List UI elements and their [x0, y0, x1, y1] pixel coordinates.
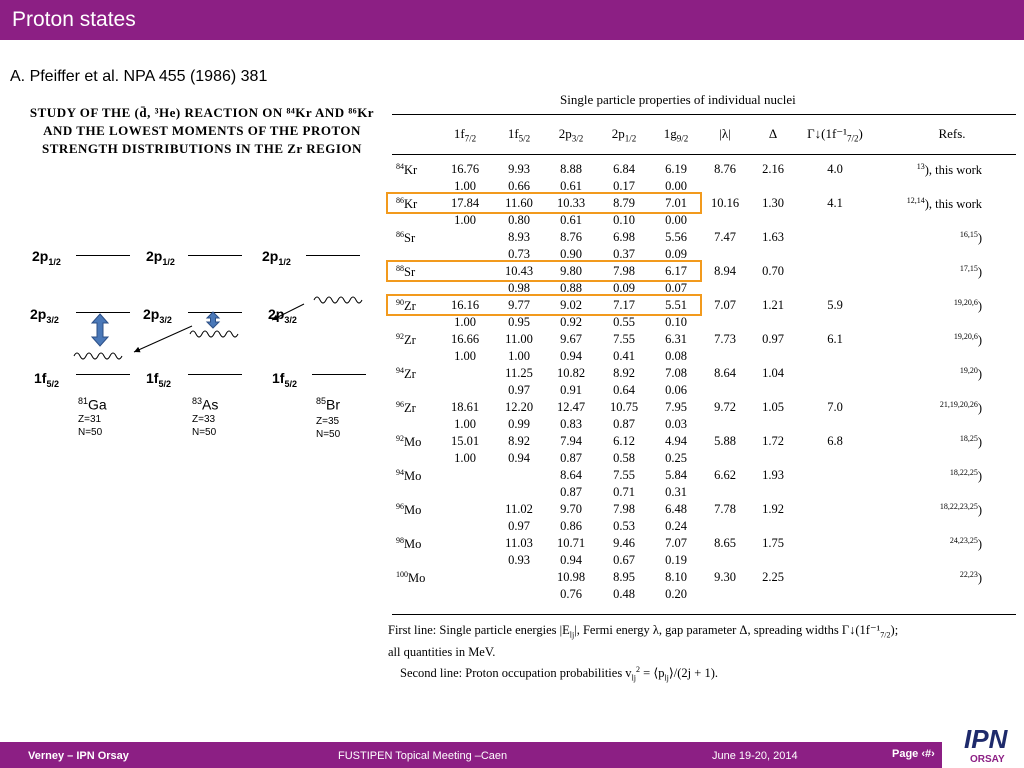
- table-title: Single particle properties of individual nuclei: [560, 92, 796, 107]
- table-row: [392, 468, 1016, 485]
- table-cell: 0.76: [560, 587, 582, 601]
- table-cell: 0.95: [508, 315, 530, 329]
- table-cell: 1.93: [762, 468, 784, 482]
- refs-cell: $^{24,23,25}$): [949, 536, 982, 552]
- logo-text: IPN: [964, 724, 1008, 754]
- refs-cell: $^{19,20}$): [959, 366, 982, 382]
- table-cell: 8.92: [508, 434, 530, 448]
- table-cell: 10.82: [556, 366, 586, 380]
- table-row: [392, 383, 1016, 400]
- ipn-logo: [942, 716, 1024, 768]
- table-cell: 6.17: [665, 264, 687, 278]
- table-cell: 7.07: [665, 536, 687, 550]
- level-label: $2p_{1/2}$: [262, 248, 291, 267]
- table-row: [392, 315, 1016, 332]
- table-cell: 6.48: [665, 502, 687, 516]
- nucleus-cell: $^{96}$Zr: [396, 400, 416, 416]
- table-cell: 1.00: [508, 349, 530, 363]
- table-rule: [392, 114, 1016, 115]
- table-cell: 0.94: [560, 349, 582, 363]
- table-cell: 0.99: [508, 417, 530, 431]
- table-cell: 1.21: [762, 298, 784, 312]
- nucleus-cell: $^{92}$Zr: [396, 332, 416, 348]
- footer-date: June 19-20, 2014: [712, 750, 798, 762]
- table-cell: 11.03: [505, 536, 533, 550]
- table-cell: 0.66: [508, 179, 530, 193]
- table-cell: 9.02: [560, 298, 582, 312]
- table-cell: 6.62: [714, 468, 736, 482]
- table-cell: 7.95: [665, 400, 687, 414]
- table-row: [392, 536, 1016, 553]
- table-cell: 7.07: [714, 298, 736, 312]
- refs-cell: $^{18,22,23,25}$): [939, 502, 982, 518]
- col-header: $1f_{7/2}$: [453, 126, 477, 144]
- table-cell: 4.94: [665, 434, 687, 448]
- table-cell: 0.94: [560, 553, 582, 567]
- refs-cell: $^{18,22,25}$): [949, 468, 982, 484]
- table-cell: 0.25: [665, 451, 687, 465]
- table-cell: 7.73: [714, 332, 736, 346]
- logo-subtext: ORSAY: [970, 754, 1005, 765]
- table-cell: 9.93: [508, 162, 530, 176]
- table-cell: 7.78: [714, 502, 736, 516]
- table-cell: 15.01: [450, 434, 480, 448]
- nucleus-label: $^{85}$Br: [316, 396, 341, 413]
- table-cell: 6.19: [665, 162, 687, 176]
- table-cell: 6.8: [827, 434, 843, 448]
- nucleus-cell: $^{100}$Mo: [396, 570, 426, 586]
- table-cell: 6.31: [665, 332, 687, 346]
- table-row: [392, 519, 1016, 536]
- table-cell: 0.17: [613, 179, 635, 193]
- table-cell: 0.83: [560, 417, 582, 431]
- table-cell: 8.76: [714, 162, 736, 176]
- col-header: Refs.: [938, 126, 966, 141]
- table-cell: 6.12: [613, 434, 635, 448]
- col-header: $2p_{1/2}$: [611, 126, 637, 144]
- table-cell: 0.80: [508, 213, 530, 227]
- table-cell: 16.66: [450, 332, 480, 346]
- table-cell: 12.47: [556, 400, 586, 414]
- table-row: [392, 451, 1016, 468]
- table-rule: [392, 614, 1016, 615]
- table-row: [392, 349, 1016, 366]
- table-cell: 7.01: [665, 196, 687, 210]
- table-cell: 6.84: [613, 162, 635, 176]
- table-cell: 0.53: [613, 519, 635, 533]
- table-cell: 4.0: [827, 162, 843, 176]
- nucleus-info: Z=35 N=50: [316, 416, 341, 440]
- table-cell: 8.88: [560, 162, 582, 176]
- table-cell: 9.30: [714, 570, 736, 584]
- table-cell: 0.94: [508, 451, 530, 465]
- table-cell: 7.08: [665, 366, 687, 380]
- diagram-arrows: [0, 0, 400, 460]
- table-cell: 0.24: [665, 519, 687, 533]
- table-cell: 12.20: [504, 400, 534, 414]
- table-cell: 1.72: [762, 434, 784, 448]
- table-cell: 0.48: [613, 587, 635, 601]
- nucleus-cell: $^{96}$Mo: [396, 502, 422, 518]
- nucleus-info: Z=33 N=50: [192, 414, 217, 438]
- table-cell: 10.33: [556, 196, 586, 210]
- table-cell: 7.0: [827, 400, 843, 414]
- table-cell: 16.16: [450, 298, 480, 312]
- table-cell: 0.09: [613, 281, 635, 295]
- table-cell: 0.73: [508, 247, 530, 261]
- table-cell: 0.61: [560, 179, 582, 193]
- highlight-box: [386, 192, 702, 214]
- nucleus-cell: $^{86}$Kr: [396, 196, 418, 212]
- table-rule: [392, 154, 1016, 155]
- refs-cell: $^{13}$), this work: [916, 162, 982, 178]
- table-cell: 5.88: [714, 434, 736, 448]
- table-cell: 8.95: [613, 570, 635, 584]
- col-header: $\Gamma↓(1f^{-1}_{7/2})$: [807, 126, 863, 144]
- table-cell: 8.79: [613, 196, 635, 210]
- table-row: [392, 587, 1016, 604]
- refs-cell: $^{22,23}$): [959, 570, 982, 586]
- table-cell: 0.10: [613, 213, 635, 227]
- table-cell: 1.00: [454, 451, 476, 465]
- wavy-line-icon: [74, 353, 122, 359]
- highlight-box: [386, 260, 702, 282]
- level-label: $2p_{3/2}$: [143, 306, 172, 325]
- table-cell: 7.55: [613, 468, 635, 482]
- table-cell: 16.76: [450, 162, 480, 176]
- table-cell: 8.65: [714, 536, 736, 550]
- table-cell: 7.17: [613, 298, 635, 312]
- table-cell: 1.00: [454, 349, 476, 363]
- table-cell: 9.72: [714, 400, 736, 414]
- table-cell: 0.93: [508, 553, 530, 567]
- table-cell: 1.00: [454, 417, 476, 431]
- table-cell: 11.00: [505, 332, 533, 346]
- nucleus-cell: $^{88}$Sr: [396, 264, 416, 280]
- refs-cell: $^{19,20,6}$): [953, 298, 982, 314]
- table-cell: 0.87: [560, 451, 582, 465]
- nucleus-label: $^{83}$As: [192, 396, 219, 413]
- table-row: [392, 162, 1016, 179]
- nucleus-cell: $^{94}$Zr: [396, 366, 416, 382]
- table-cell: 0.97: [508, 519, 530, 533]
- table-cell: 0.90: [560, 247, 582, 261]
- table-cell: 0.58: [613, 451, 635, 465]
- highlight-box: [386, 294, 702, 316]
- table-cell: 9.80: [560, 264, 582, 278]
- table-cell: 0.71: [613, 485, 635, 499]
- table-cell: 0.88: [560, 281, 582, 295]
- refs-cell: $^{16,15}$): [959, 230, 982, 246]
- table-cell: 0.67: [613, 553, 635, 567]
- table-cell: 8.76: [560, 230, 582, 244]
- table-row: [392, 400, 1016, 417]
- col-header: |λ|: [719, 126, 731, 141]
- table-cell: 0.08: [665, 349, 687, 363]
- paper-title: STUDY OF THE (d̄, ³He) REACTION ON ⁸⁴Kr AND ⁸⁶Kr AND THE LOWEST MOMENTS OF THE PROTON STRENGTH DISTRIBUTIONS IN THE Zr REGION: [29, 105, 375, 156]
- level-label: $1f_{5/2}$: [272, 370, 297, 389]
- table-cell: 18.61: [450, 400, 480, 414]
- table-cell: 8.64: [560, 468, 582, 482]
- table-cell: 1.00: [454, 213, 476, 227]
- table-cell: 0.19: [665, 553, 687, 567]
- properties-table: [392, 114, 1016, 619]
- table-cell: 0.10: [665, 315, 687, 329]
- table-cell: 0.98: [508, 281, 530, 295]
- table-cell: 1.05: [762, 400, 784, 414]
- table-cell: 0.92: [560, 315, 582, 329]
- table-row: [392, 485, 1016, 502]
- table-cell: 0.70: [762, 264, 784, 278]
- table-footnote: First line: Single particle energies $|E_{lj}|$, Fermi energy λ, gap parameter Δ, spreading widths $\Gamma↓(1f^{-1}_{7/2})$; all quantities in MeV. Second line: Proton occupation probabilities $v_{lj}^2$ = $⟨p_{lj}⟩/(2j + 1)$.: [388, 623, 899, 683]
- table-row: [392, 230, 1016, 247]
- table-cell: 1.92: [762, 502, 784, 516]
- level-label: $2p_{1/2}$: [32, 248, 61, 267]
- table-cell: 1.75: [762, 536, 784, 550]
- table-cell: 5.9: [827, 298, 843, 312]
- table-row: [392, 570, 1016, 587]
- nucleus-cell: $^{84}$Kr: [396, 162, 418, 178]
- table-cell: 8.92: [613, 366, 635, 380]
- col-header: Δ: [768, 126, 778, 141]
- table-cell: 8.93: [508, 230, 530, 244]
- footer-author: Verney – IPN Orsay: [28, 750, 129, 762]
- table-cell: 5.51: [665, 298, 687, 312]
- table-cell: 4.1: [827, 196, 843, 210]
- table-cell: 7.98: [613, 502, 635, 516]
- table-cell: 0.91: [560, 383, 582, 397]
- col-header: $2p_{3/2}$: [558, 126, 584, 144]
- double-arrow-icon: [207, 312, 219, 328]
- nucleus-cell: $^{98}$Mo: [396, 536, 422, 552]
- nucleus-cell: $^{90}$Zr: [396, 298, 416, 314]
- table-cell: 1.00: [454, 179, 476, 193]
- table-cell: 10.43: [504, 264, 534, 278]
- table-cell: 0.41: [613, 349, 635, 363]
- table-cell: 7.55: [613, 332, 635, 346]
- table-cell: 10.75: [609, 400, 639, 414]
- table-cell: 7.94: [560, 434, 582, 448]
- table-row: [392, 213, 1016, 230]
- table-cell: 0.31: [665, 485, 687, 499]
- nucleus-cell: $^{92}$Mo: [396, 434, 422, 450]
- table-cell: 10.98: [556, 570, 586, 584]
- table-cell: 7.98: [613, 264, 635, 278]
- slide-title: Proton states: [12, 8, 136, 31]
- col-header: $1f_{5/2}$: [507, 126, 531, 144]
- refs-cell: $^{12,14}$), this work: [906, 196, 982, 212]
- table-cell: 8.94: [714, 264, 736, 278]
- table-cell: 2.25: [762, 570, 784, 584]
- transition-arrow: [134, 326, 192, 352]
- table-cell: 0.09: [665, 247, 687, 261]
- table-cell: 8.10: [665, 570, 687, 584]
- table-cell: 11.02: [505, 502, 533, 516]
- wavy-line-icon: [190, 331, 238, 337]
- table-cell: 9.67: [560, 332, 582, 346]
- refs-cell: $^{21,19,20,26}$): [939, 400, 982, 416]
- table-cell: 1.00: [454, 315, 476, 329]
- col-header: $1g_{9/2}$: [663, 126, 689, 144]
- page-number: Page ‹#›: [892, 748, 935, 760]
- table-cell: 0.61: [560, 213, 582, 227]
- table-cell: 11.25: [505, 366, 533, 380]
- table-cell: 11.60: [505, 196, 533, 210]
- table-row: [392, 417, 1016, 434]
- table-cell: 1.63: [762, 230, 784, 244]
- table-cell: 0.06: [665, 383, 687, 397]
- table-cell: 17.84: [450, 196, 480, 210]
- table-cell: 0.00: [665, 179, 687, 193]
- slide-footer: [0, 742, 1024, 768]
- level-label: $2p_{3/2}$: [268, 306, 297, 325]
- table-cell: 5.56: [665, 230, 687, 244]
- table-cell: 0.97: [762, 332, 784, 346]
- level-label: $1f_{5/2}$: [146, 370, 171, 389]
- table-cell: 1.04: [762, 366, 784, 380]
- table-cell: 0.37: [613, 247, 635, 261]
- level-label: $2p_{3/2}$: [30, 306, 59, 325]
- table-cell: 9.70: [560, 502, 582, 516]
- table-cell: 0.20: [665, 587, 687, 601]
- table-cell: 0.07: [665, 281, 687, 295]
- table-cell: 7.47: [714, 230, 736, 244]
- table-cell: 10.71: [556, 536, 586, 550]
- level-label: $1f_{5/2}$: [34, 370, 59, 389]
- table-cell: 2.16: [762, 162, 784, 176]
- table-cell: 6.1: [827, 332, 843, 346]
- table-cell: 0.87: [613, 417, 635, 431]
- table-cell: 1.30: [762, 196, 784, 210]
- table-cell: 5.84: [665, 468, 687, 482]
- table-cell: 6.98: [613, 230, 635, 244]
- refs-cell: $^{18,25}$): [959, 434, 982, 450]
- table-row: [392, 502, 1016, 519]
- table-row: [392, 366, 1016, 383]
- table-cell: 9.46: [613, 536, 635, 550]
- table-cell: 0.86: [560, 519, 582, 533]
- wavy-line-icon: [314, 297, 362, 303]
- nucleus-cell: $^{94}$Mo: [396, 468, 422, 484]
- table-cell: 0.00: [665, 213, 687, 227]
- table-cell: 8.64: [714, 366, 736, 380]
- table-cell: 0.87: [560, 485, 582, 499]
- table-row: [392, 553, 1016, 570]
- refs-cell: $^{19,20,6}$): [953, 332, 982, 348]
- table-cell: 10.16: [710, 196, 740, 210]
- table-cell: 0.55: [613, 315, 635, 329]
- transition-arrow: [272, 304, 304, 320]
- footer-event: FUSTIPEN Topical Meeting –Caen: [338, 750, 508, 762]
- table-row: [392, 434, 1016, 451]
- reference-citation: A. Pfeiffer et al. NPA 455 (1986) 381: [10, 68, 268, 85]
- nucleus-cell: $^{86}$Sr: [396, 230, 416, 246]
- table-cell: 0.64: [613, 383, 635, 397]
- table-cell: 0.97: [508, 383, 530, 397]
- refs-cell: $^{17,15}$): [959, 264, 982, 280]
- nucleus-info: Z=31 N=50: [78, 414, 103, 438]
- table-cell: 0.03: [665, 417, 687, 431]
- level-label: $2p_{1/2}$: [146, 248, 175, 267]
- nucleus-label: $^{81}$Ga: [78, 396, 107, 413]
- table-cell: 9.77: [508, 298, 530, 312]
- table-row: [392, 332, 1016, 349]
- double-arrow-icon: [92, 314, 108, 346]
